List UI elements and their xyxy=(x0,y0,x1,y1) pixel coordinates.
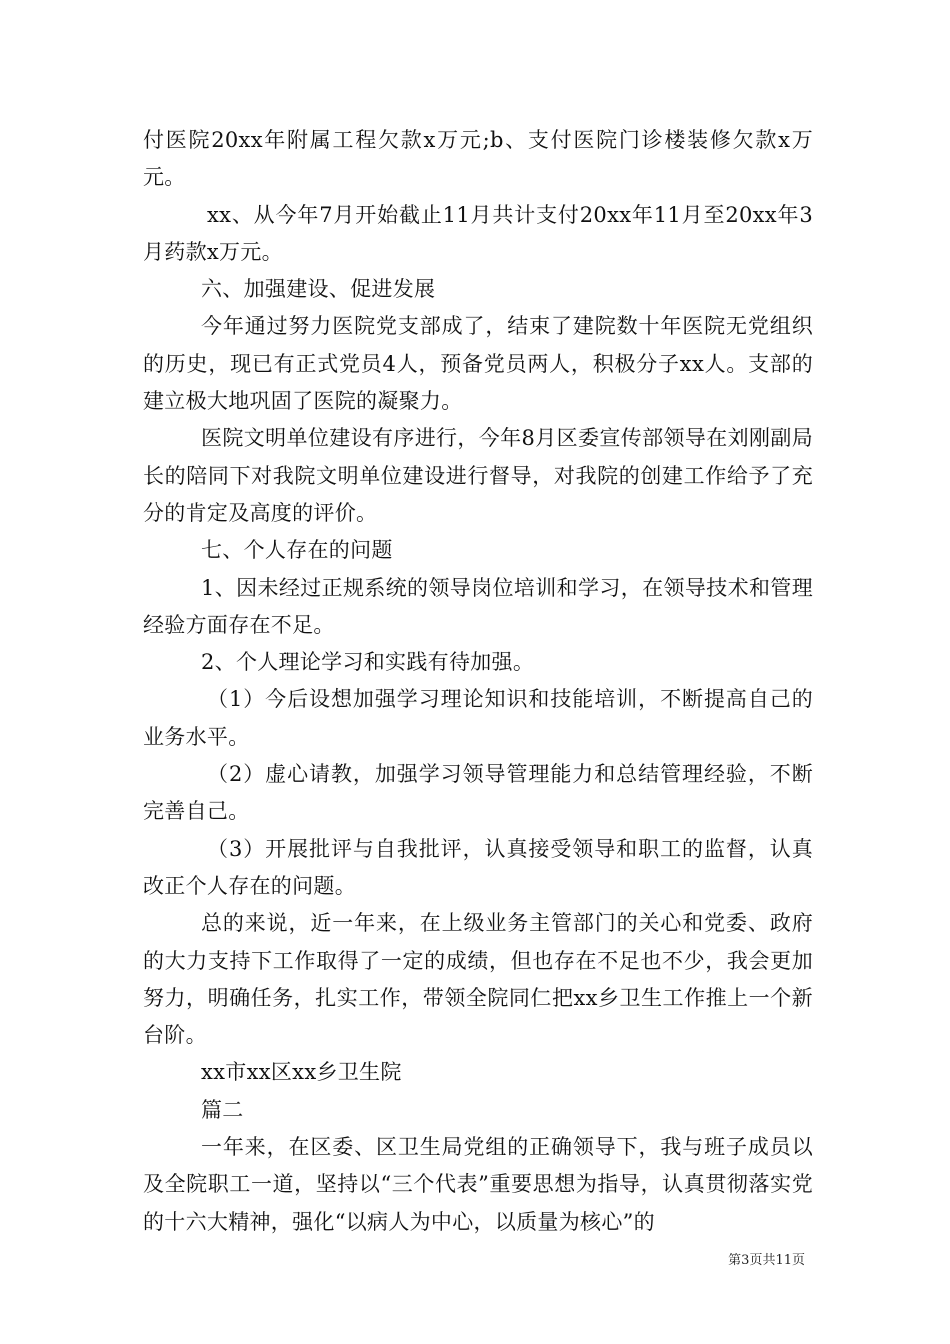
page-number: 第3页共11页 xyxy=(728,1253,805,1268)
section-heading: 七、个人存在的问题 xyxy=(201,538,393,563)
document-body xyxy=(143,122,813,1241)
paragraph: 今年通过努力医院党支部成了，结束了建院数十年医院无党组织的历史，现已有正式党员4人，预备党员两人，积极分子xx人。支部的建立极大地巩固了医院的凝聚力。 xyxy=(143,314,813,414)
list-item: 1、因未经过正规系统的领导岗位培训和学习，在领导技术和管理经验方面存在不足。 xyxy=(143,575,813,637)
paragraph: xx、从今年7月开始截止11月共计支付20xx年11月至20xx年3月药款x万元。 xyxy=(143,202,813,264)
paragraph: 一年来，在区委、区卫生局党组的正确领导下，我与班子成员以及全院职工一道，坚持以“三个代表”重要思想为指导，认真贯彻落实党的十六大精神，强化“以病人为中心，以质量为核心”的 xyxy=(143,1135,813,1234)
list-item: （1）今后设想加强学习理论知识和技能培训，不断提高自己的业务水平。 xyxy=(143,687,813,749)
paragraph: 医院文明单位建设有序进行，今年8月区委宣传部领导在刘刚副局长的陪同下对我院文明单位建设进行督导，对我院的创建工作给予了充分的肯定及高度的评价。 xyxy=(143,426,813,525)
signature-line: xx市xx区xx乡卫生院 xyxy=(201,1060,402,1085)
section-heading: 六、加强建设、促进发展 xyxy=(201,277,436,302)
list-item: （3）开展批评与自我批评，认真接受领导和职工的监督，认真改正个人存在的问题。 xyxy=(143,836,813,898)
paragraph: 总的来说，近一年来，在上级业务主管部门的关心和党委、政府的大力支持下工作取得了一定的成绩，但也存在不足也不少，我会更加努力，明确任务，扎实工作，带领全院同仁把xx乡卫生工作推上一个新台阶。 xyxy=(143,911,813,1048)
list-item: （2）虚心请教，加强学习领导管理能力和总结管理经验，不断完善自己。 xyxy=(143,762,813,824)
section-heading: 篇二 xyxy=(201,1097,244,1122)
list-item: 2、个人理论学习和实践有待加强。 xyxy=(201,650,535,675)
paragraph: 付医院20xx年附属工程欠款x万元;b、支付医院门诊楼装修欠款x万元。 xyxy=(143,128,813,190)
